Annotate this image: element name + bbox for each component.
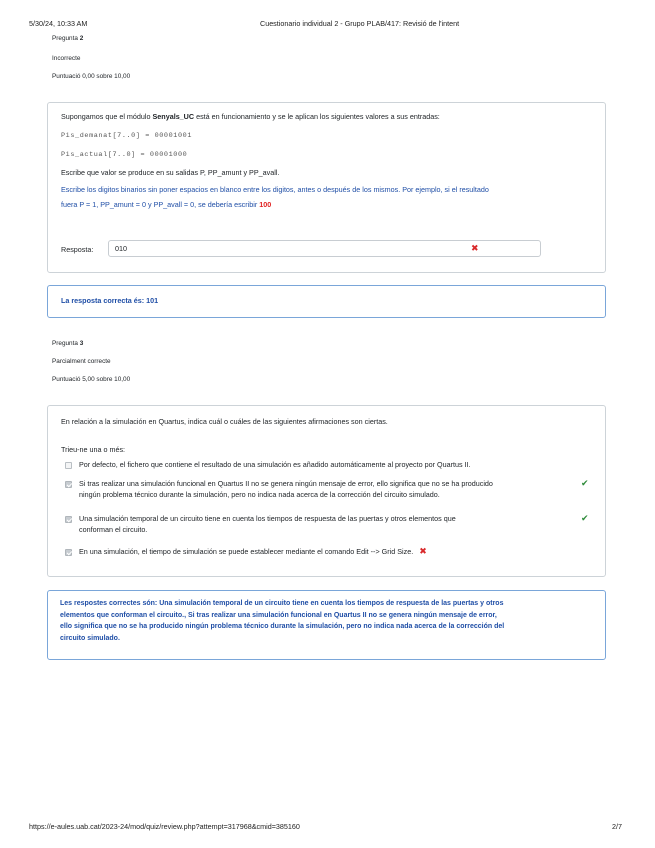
correct-check-icon: ✔ <box>581 478 589 488</box>
question-number: 3 <box>79 340 84 347</box>
question-2-note-line1: Escribe los digitos binarios sin poner espacios en blanco entre los digitos, antes o después de los mismos. Por ejemplo, si el resultado <box>61 185 489 194</box>
question-2-note-line2: fuera P = 1, PP_amunt = 0 y PP_avall = 0, se debería escribir 100 <box>61 200 272 209</box>
answer-label: Resposta: <box>61 245 94 254</box>
code-line-pis-actual: Pis_actual[7..0] = 00001000 <box>61 151 188 159</box>
print-datetime: 5/30/24, 10:33 AM <box>29 19 88 28</box>
question-2-grade: Puntuació 0,00 sobre 10,00 <box>52 73 131 80</box>
code-line-pis-demanat: Pis_demanat[7..0] = 00001001 <box>61 132 193 140</box>
question-2-content <box>47 102 606 273</box>
option-2-checkbox[interactable] <box>65 481 72 488</box>
question-2-feedback <box>47 285 606 318</box>
print-url: https://e-aules.uab.cat/2023-24/mod/quiz/review.php?attempt=317968&cmid=385160 <box>29 822 300 831</box>
question-2-state: Incorrecte <box>52 55 81 62</box>
note-example-value: 100 <box>259 200 272 209</box>
option-1-text: Por defecto, el fichero que contiene el resultado de una simulación es añadido automáticamente al proyecto por Quartus II. <box>79 460 471 469</box>
question-3-number <box>52 340 83 347</box>
option-4-text: En una simulación, el tiempo de simulación se puede establecer mediante el comando Edit --> Grid Size. ✖ <box>79 546 427 556</box>
question-2-number <box>52 35 83 42</box>
correct-check-icon: ✔ <box>581 513 589 523</box>
question-label: Pregunta <box>52 340 78 347</box>
print-page-title: Cuestionario individual 2 - Grupo PLAB/417: Revisió de l'intent <box>260 19 460 28</box>
option-3-checkbox[interactable] <box>65 516 72 523</box>
question-3-content <box>47 405 606 577</box>
answer-input[interactable]: 010 <box>108 240 541 257</box>
option-3-text: Una simulación temporal de un circuito tiene en cuenta los tiempos de respuesta de las puertas y otros elementos que conforman el circuito. <box>79 514 456 534</box>
correct-answers-text: Les respostes correctes són: Una simulación temporal de un circuito tiene en cuenta los tiempos de respuesta de las puertas y otros elementos que conforman el circuito., Si tras realizar una simulación funcional en Quartus II no se genera ningún mensaje de error, ello significa que no se ha producido ningún problema técnico durante la simulación, pero no indica nada acerca de la corrección del circuito simulado. <box>60 600 505 642</box>
module-name: Senyals_UC <box>152 112 195 121</box>
question-label: Pregunta <box>52 35 78 42</box>
correct-answer-text: La resposta correcta és: 101 <box>61 296 159 305</box>
question-2-text: Supongamos que el módulo Senyals_UC está en funcionamiento y se le aplican los siguientes valores a sus entradas: <box>61 112 440 121</box>
print-page-number: 2/7 <box>612 822 622 831</box>
question-2-instruction: Escribe que valor se produce en su salidas P, PP_amunt y PP_avall. <box>61 168 280 177</box>
question-3-prompt: Trieu-ne una o més: <box>61 445 126 454</box>
question-3-text: En relación a la simulación en Quartus, indica cuál o cuáles de las siguientes afirmaciones son ciertas. <box>61 417 388 426</box>
option-4-checkbox[interactable] <box>65 549 72 556</box>
incorrect-icon: ✖ <box>419 546 427 556</box>
question-3-grade: Puntuació 5,00 sobre 10,00 <box>52 376 131 383</box>
incorrect-icon: ✖ <box>471 243 479 253</box>
question-3-feedback <box>47 590 606 660</box>
question-number: 2 <box>79 35 84 42</box>
question-3-state: Parcialment correcte <box>52 358 111 365</box>
option-2-text: Si tras realizar una simulación funcional en Quartus II no se genera ningún mensaje de error, ello significa que no se ha producido ningún problema técnico durante la simulación, pero no indica nada acerca de la corrección del circuito simulado. <box>79 479 493 499</box>
option-1-checkbox[interactable] <box>65 462 72 469</box>
